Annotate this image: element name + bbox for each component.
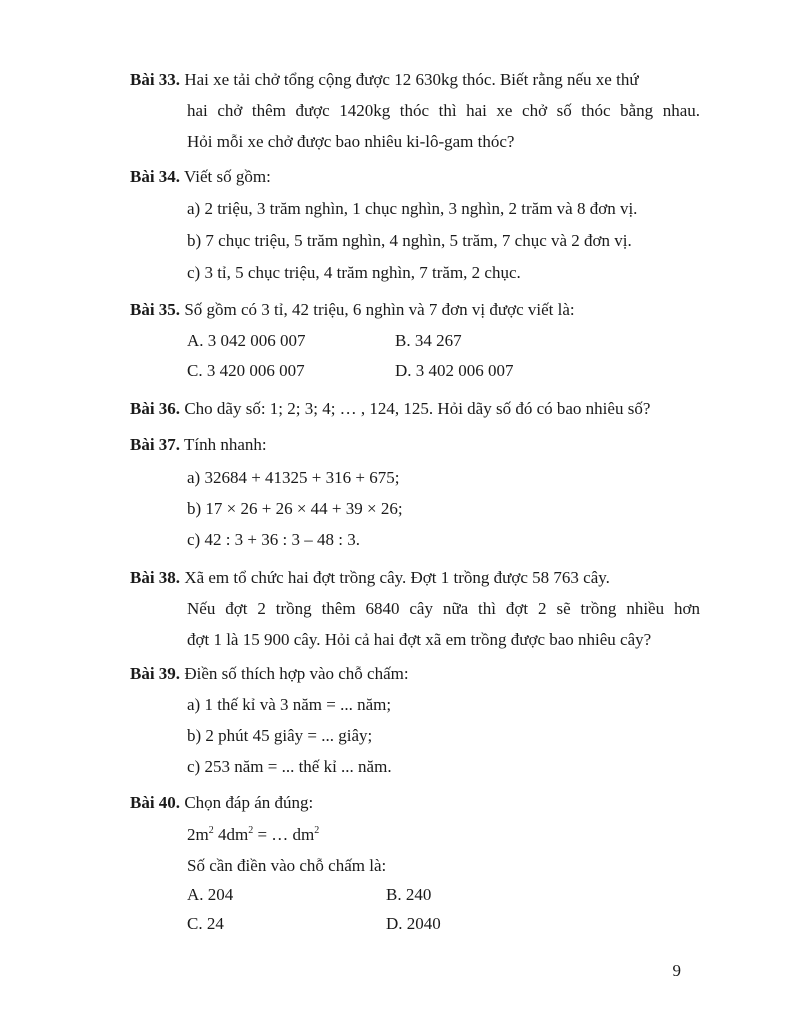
b40-option-b: B. 240 <box>386 885 432 904</box>
b38-line-3: đợt 1 là 15 900 cây. Hỏi cả hai đợt xã em trồng được bao nhiêu cây? <box>187 630 652 649</box>
b39-item-b: b) 2 phút 45 giây = ... giây; <box>187 726 373 745</box>
b39-text: Điền số thích hợp vào chỗ chấm: <box>184 664 409 683</box>
b38-line-2: Nếu đợt 2 trồng thêm 6840 cây nữa thì đợt 2 sẽ trồng nhiều hơn <box>187 599 700 618</box>
b35-heading <box>130 299 575 321</box>
b38-line-1 <box>130 567 700 589</box>
b36-heading <box>130 398 650 420</box>
b36-label: Bài 36. <box>130 399 181 418</box>
b35-option-c: C. 3 420 006 007 <box>187 361 305 380</box>
b34-item-c: c) 3 tỉ, 5 chục triệu, 4 trăm nghìn, 7 trăm, 2 chục. <box>187 263 521 282</box>
b34-item-a: a) 2 triệu, 3 trăm nghìn, 1 chục nghìn, 3 nghìn, 2 trăm và 8 đơn vị. <box>187 199 638 218</box>
b33-label: Bài 33. <box>130 70 181 89</box>
b33-text-1: Hai xe tải chở tổng cộng được 12 630kg thóc. Biết rằng nếu xe thứ <box>184 70 639 89</box>
b35-text: Số gồm có 3 tỉ, 42 triệu, 6 nghìn và 7 đơn vị được viết là: <box>184 300 575 319</box>
page-number: 9 <box>672 961 681 980</box>
b37-item-a: a) 32684 + 41325 + 316 + 675; <box>187 468 400 487</box>
b39-item-a: a) 1 thế kỉ và 3 năm = ... năm; <box>187 695 392 714</box>
b34-heading <box>130 166 271 188</box>
b37-item-c: c) 42 : 3 + 36 : 3 – 48 : 3. <box>187 530 360 549</box>
b35-label: Bài 35. <box>130 300 181 319</box>
b34-text: Viết số gồm: <box>184 167 271 186</box>
b34-label: Bài 34. <box>130 167 181 186</box>
b33-line-1 <box>130 69 700 91</box>
b35-option-d: D. 3 402 006 007 <box>395 361 514 380</box>
b37-label: Bài 37. <box>130 435 181 454</box>
b33-line-2: hai chở thêm được 1420kg thóc thì hai xe chở số thóc bằng nhau. <box>187 101 700 120</box>
b40-option-c: C. 24 <box>187 914 224 933</box>
b40-option-d: D. 2040 <box>386 914 441 933</box>
expr-term-2: 4dm <box>213 825 249 844</box>
b40-label: Bài 40. <box>130 793 181 812</box>
b38-text-1: Xã em tổ chức hai đợt trồng cây. Đợt 1 trồng được 58 763 cây. <box>184 568 610 587</box>
b37-text: Tính nhanh: <box>184 435 267 454</box>
b40-text: Chọn đáp án đúng: <box>184 793 314 812</box>
b39-heading <box>130 663 409 685</box>
expr-term-3: = … dm <box>253 825 315 844</box>
expr-exp-2: 2 <box>248 825 254 836</box>
b39-item-c: c) 253 năm = ... thế kỉ ... năm. <box>187 757 392 776</box>
b40-question: Số cần điền vào chỗ chấm là: <box>187 856 387 875</box>
expr-exp-1: 2 <box>208 825 214 836</box>
b40-heading <box>130 792 313 814</box>
b35-option-b: B. 34 267 <box>395 331 462 350</box>
b40-option-a: A. 204 <box>187 885 234 904</box>
b36-text: Cho dãy số: 1; 2; 3; 4; … , 124, 125. Hỏi dãy số đó có bao nhiêu số? <box>184 399 651 418</box>
b38-label: Bài 38. <box>130 568 181 587</box>
b39-label: Bài 39. <box>130 664 181 683</box>
b37-heading <box>130 434 267 456</box>
expr-exp-3: 2 <box>314 825 320 836</box>
b35-option-a: A. 3 042 006 007 <box>187 331 306 350</box>
b37-item-b: b) 17 × 26 + 26 × 44 + 39 × 26; <box>187 499 403 518</box>
expr-term-1: 2m <box>187 825 209 844</box>
b34-item-b: b) 7 chục triệu, 5 trăm nghìn, 4 nghìn, 5 trăm, 7 chục và 2 đơn vị. <box>187 231 632 250</box>
b33-line-3: Hỏi mỗi xe chở được bao nhiêu ki-lô-gam thóc? <box>187 132 515 151</box>
b40-expression <box>187 824 319 846</box>
